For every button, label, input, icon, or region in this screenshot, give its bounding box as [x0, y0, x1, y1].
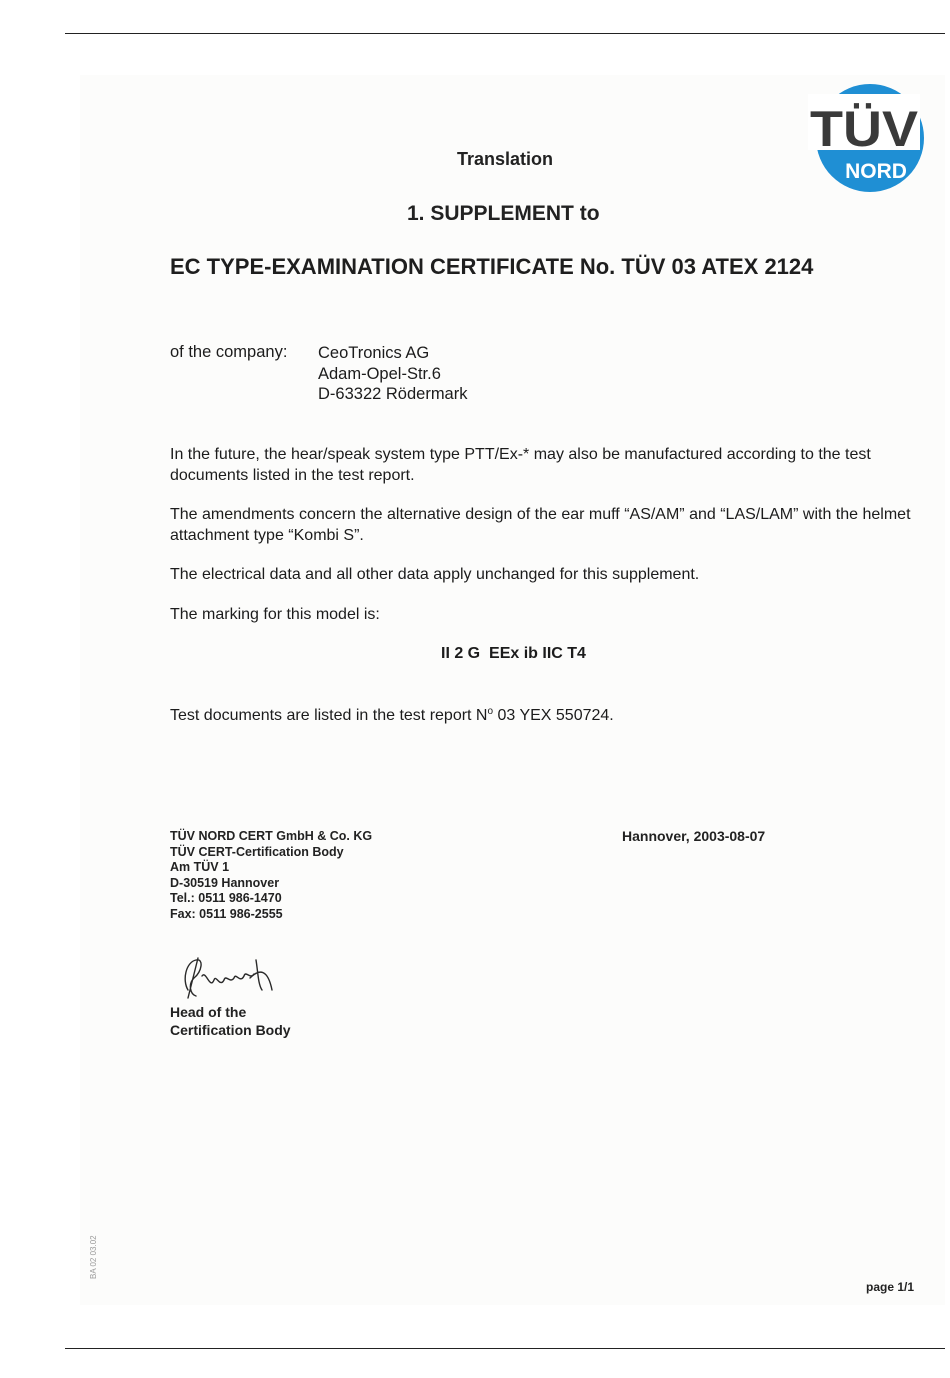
company-address [318, 343, 467, 405]
handwritten-signature [180, 950, 280, 1005]
number-sign-superscript: o [487, 706, 494, 717]
top-rule [65, 33, 945, 34]
paragraph-manufacture: In the future, the hear/speak system type PTT/Ex-* may also be manufactured according to the test documents listed in the test report. [170, 446, 871, 484]
signatory-line: Certification Body [170, 1021, 291, 1038]
page-number: page 1/1 [866, 1280, 915, 1294]
supplement-heading: 1. SUPPLEMENT to [407, 202, 600, 225]
company-label: of the company: [170, 343, 288, 361]
issuer-fax: Fax: 0511 986-2555 [170, 906, 283, 921]
paragraph-test-report [170, 705, 920, 726]
issuer-phone: Tel.: 0511 986-1470 [170, 891, 282, 905]
marking-code: II 2 G EEx ib IIC T4 [441, 645, 586, 662]
paragraph-amendments: The amendments concern the alternative design of the ear muff “AS/AM” and “LAS/LAM” with the helmet attachment type “Kombi S”. [170, 506, 911, 544]
issuer-block [170, 829, 372, 922]
place-date: Hannover, 2003-08-07 [622, 828, 766, 844]
tuv-nord-logo [808, 82, 926, 194]
issuer-line: Am TÜV 1 [170, 860, 230, 874]
translation-label: Translation [457, 149, 554, 169]
test-report-number: 03 YEX 550724. [493, 707, 614, 724]
bottom-rule [65, 1348, 945, 1349]
test-report-text: Test documents are listed in the test report N [170, 707, 488, 724]
paragraph-electrical-data: The electrical data and all other data apply unchanged for this supplement. [170, 566, 700, 583]
signatory-line: Head of the [170, 1004, 247, 1020]
issuer-line: TÜV NORD CERT GmbH & Co. KG [170, 829, 373, 843]
company-name: CeoTronics AG [318, 344, 430, 362]
paragraph-marking-intro: The marking for this model is: [170, 606, 380, 623]
company-city: D-63322 Rödermark [318, 385, 468, 403]
form-code [84, 1235, 102, 1280]
logo-tuv-text: TÜV [810, 101, 919, 157]
issuer-line: D-30519 Hannover [170, 875, 280, 890]
issuer-line: TÜV CERT-Certification Body [170, 844, 344, 859]
svg-text:BA 02 03.02: BA 02 03.02 [89, 1235, 98, 1279]
logo-nord-text: NORD [845, 160, 907, 183]
company-street: Adam-Opel-Str.6 [318, 364, 441, 383]
signatory-title [170, 1004, 291, 1039]
certificate-title: EC TYPE-EXAMINATION CERTIFICATE No. TÜV 03 ATEX 2124 [170, 254, 814, 279]
